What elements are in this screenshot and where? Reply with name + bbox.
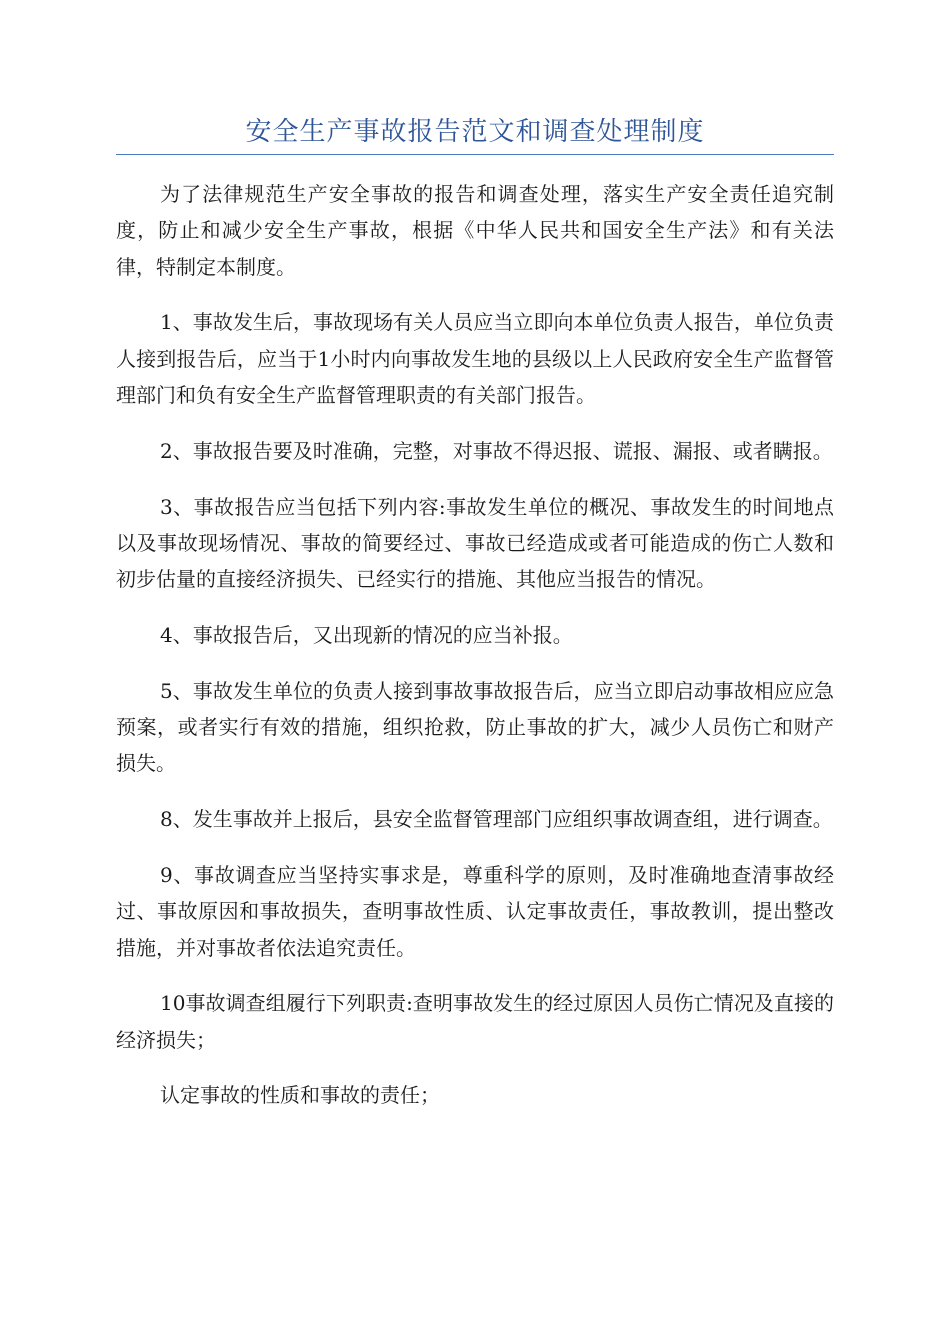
- paragraph-item-9: 9、事故调查应当坚持实事求是，尊重科学的原则，及时准确地查清事故经过、事故原因和事故损失，查明事故性质、认定事故责任，事故教训，提出整改措施，并对事故者依法追究责任。: [116, 862, 834, 960]
- paragraph-item-1: 1、事故发生后，事故现场有关人员应当立即向本单位负责人报告，单位负责人接到报告后，应当于1小时内向事故发生地的县级以上人民政府安全生产监督管理部门和负有安全生产监督管理职责的有关部门报告。: [116, 310, 834, 407]
- paragraph-item-2: 2、事故报告要及时准确，完整，对事故不得迟报、谎报、漏报、或者瞒报。: [160, 438, 833, 463]
- paragraph-item-5: 5、事故发生单位的负责人接到事故事故报告后，应当立即启动事故相应应急预案，或者实行有效的措施，组织抢救，防止事故的扩大，减少人员伤亡和财产损失。: [116, 678, 834, 776]
- document-body: [116, 176, 834, 1133]
- paragraph-item-8: 8、发生事故并上报后，县安全监督管理部门应组织事故调查组，进行调查。: [160, 807, 833, 832]
- paragraph-item-10: 10事故调查组履行下列职责:查明事故发生的经过原因人员伤亡情况及直接的经济损失；: [116, 991, 834, 1052]
- document-title: 安全生产事故报告范文和调查处理制度: [245, 117, 705, 147]
- paragraph-intro: 为了法律规范生产安全事故的报告和调查处理，落实生产安全责任追究制度，防止和减少安全生产事故，根据《中华人民共和国安全生产法》和有关法律，特制定本制度。: [116, 182, 834, 279]
- paragraph-item-3: 3、事故报告应当包括下列内容:事故发生单位的概况、事故发生的时间地点以及事故现场情况、事故的简要经过、事故已经造成或者可能造成的伤亡人数和初步估量的直接经济损失、已经实行的措施、其他应当报告的情况。: [116, 494, 834, 592]
- paragraph-duty-1: 认定事故的性质和事故的责任；: [160, 1083, 440, 1108]
- title-underline: [116, 154, 834, 155]
- paragraph-item-4: 4、事故报告后，又出现新的情况的应当补报。: [160, 622, 573, 647]
